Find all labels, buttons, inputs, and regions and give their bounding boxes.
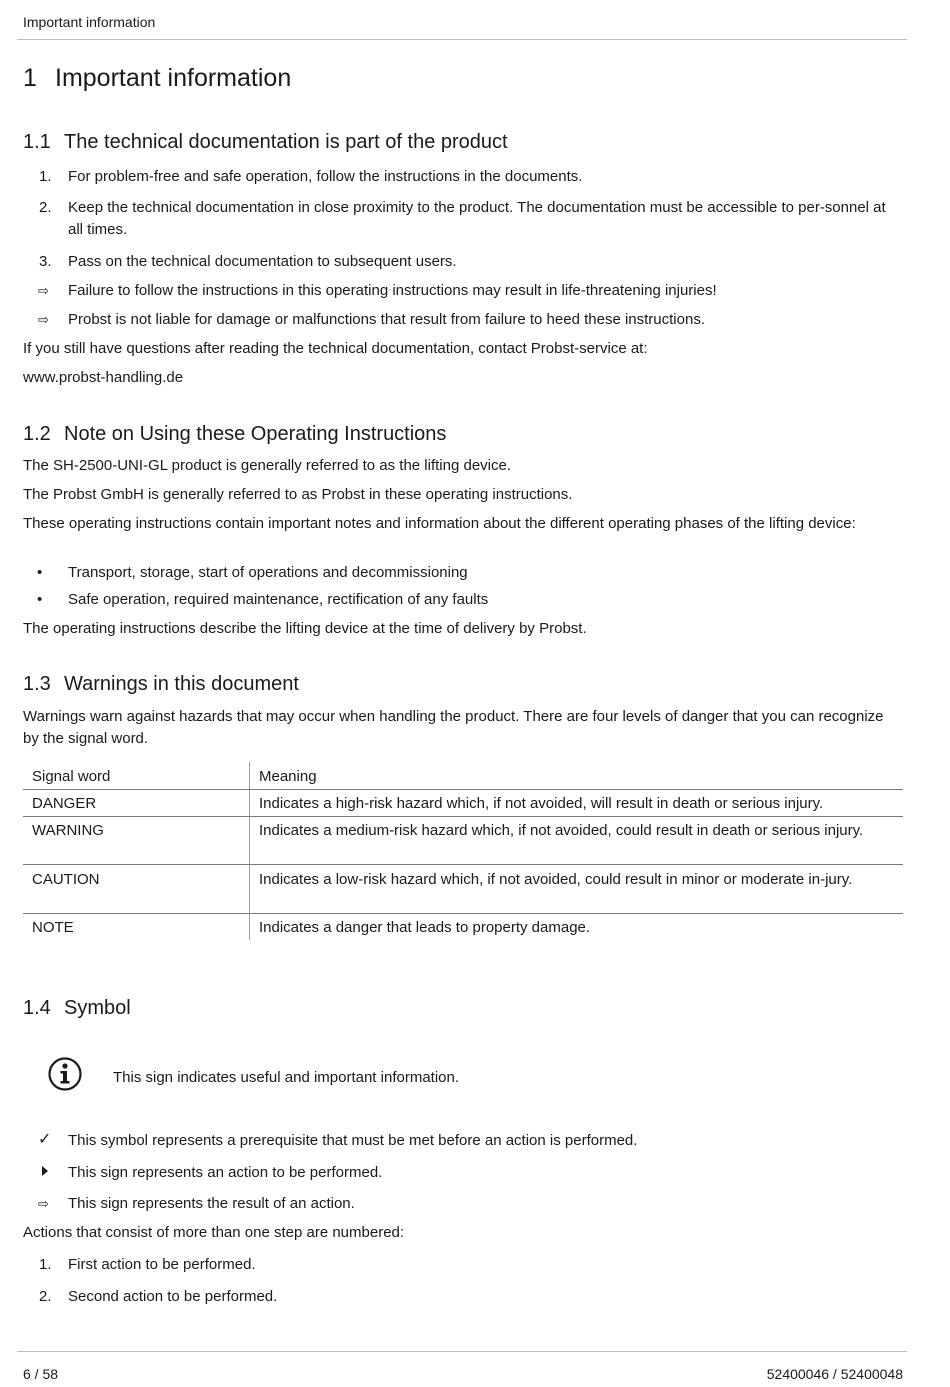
symbol-description: This sign represents the result of an action. <box>68 1195 355 1212</box>
section-heading-1-3 <box>23 673 299 696</box>
chapter-title: Important information <box>55 64 292 92</box>
bullet-icon: • <box>37 591 43 608</box>
section-number: 1.1 <box>23 131 51 153</box>
step-number: 1. <box>39 168 52 185</box>
section-title: The technical documentation is part of the product <box>64 131 508 153</box>
table-cell-word: NOTE <box>32 919 74 936</box>
section-title: Warnings in this document <box>64 673 299 695</box>
table-header-signal-word: Signal word <box>32 768 111 785</box>
contact-paragraph: If you still have questions after reading the technical documentation, contact Probst-service at: <box>23 340 648 357</box>
table-cell-word: CAUTION <box>32 871 100 888</box>
bullet-icon: • <box>37 564 43 581</box>
checkmark-icon: ✓ <box>38 1131 52 1148</box>
step-text: For problem-free and safe operation, follow the instructions in the documents. <box>68 168 583 185</box>
bullet-text: Transport, storage, start of operations and decommissioning <box>68 564 468 581</box>
table-cell-word: DANGER <box>32 795 97 812</box>
section-heading-1-2 <box>23 423 446 446</box>
table-cell-meaning: Indicates a high-risk hazard which, if not avoided, will result in death or serious injury. <box>259 795 824 812</box>
chapter-number: 1 <box>23 64 37 92</box>
info-icon <box>48 1057 82 1091</box>
section-title: Note on Using these Operating Instructions <box>64 423 447 445</box>
section-heading-1-1 <box>23 131 508 154</box>
page-number: 6 / 58 <box>23 1366 59 1382</box>
step-number: 2. <box>39 1288 52 1305</box>
step-number: 1. <box>39 1256 52 1273</box>
table-rule <box>23 864 903 865</box>
section-number: 1.2 <box>23 423 51 445</box>
table-cell-meaning: Indicates a medium-risk hazard which, if not avoided, could result in death or serious injury. <box>259 822 864 839</box>
paragraph: The SH-2500-UNI-GL product is generally referred to as the lifting device. <box>23 457 512 474</box>
symbol-description: This sign represents an action to be performed. <box>68 1164 383 1181</box>
paragraph: Warnings warn against hazards that may occur when handling the product. There are four levels of danger that you can recognize by the signal word. <box>23 708 884 747</box>
table-cell-meaning: Indicates a danger that leads to property damage. <box>259 919 591 936</box>
section-title: Symbol <box>64 997 131 1019</box>
step-text: First action to be performed. <box>68 1256 256 1273</box>
paragraph: The Probst GmbH is generally referred to as Probst in these operating instructions. <box>23 486 573 503</box>
footer-rule <box>17 1351 907 1352</box>
bullet-text: Safe operation, required maintenance, rectification of any faults <box>68 591 489 608</box>
step-number: 3. <box>39 253 52 270</box>
step-text: Keep the technical documentation in close proximity to the product. The documentation must be accessible to per-sonnel at all times. <box>68 199 886 238</box>
info-note-text: This sign indicates useful and important information. <box>113 1069 460 1086</box>
step-number: 2. <box>39 199 52 216</box>
section-heading-1-4 <box>23 997 131 1020</box>
table-rule <box>23 816 903 817</box>
result-text: Probst is not liable for damage or malfunctions that result from failure to heed these instructions. <box>68 311 705 328</box>
table-header-meaning: Meaning <box>259 768 317 785</box>
symbol-description: This symbol represents a prerequisite that must be met before an action is performed. <box>68 1132 638 1149</box>
table-rule <box>23 789 903 790</box>
action-triangle-icon <box>42 1166 48 1176</box>
result-text: Failure to follow the instructions in this operating instructions may result in life-threatening injuries! <box>68 282 717 299</box>
paragraph: Actions that consist of more than one step are numbered: <box>23 1224 405 1241</box>
paragraph: The operating instructions describe the lifting device at the time of delivery by Probst. <box>23 620 587 637</box>
header-rule <box>17 39 907 40</box>
table-cell-word: WARNING <box>32 822 104 839</box>
step-text: Second action to be performed. <box>68 1288 278 1305</box>
result-arrow-icon: ⇨ <box>38 1196 49 1211</box>
running-header: Important information <box>23 14 156 30</box>
section-number: 1.3 <box>23 673 51 695</box>
step-text: Pass on the technical documentation to subsequent users. <box>68 253 457 270</box>
website-link[interactable]: www.probst-handling.de <box>23 369 184 386</box>
chapter-heading <box>23 64 291 93</box>
table-rule <box>23 913 903 914</box>
section-number: 1.4 <box>23 997 51 1019</box>
paragraph: These operating instructions contain important notes and information about the different operating phases of the lifting device: <box>23 515 856 532</box>
document-numbers: 52400046 / 52400048 <box>766 1366 903 1382</box>
table-cell-meaning: Indicates a low-risk hazard which, if not avoided, could result in minor or moderate in-jury. <box>259 871 853 888</box>
result-arrow-icon: ⇨ <box>38 283 49 298</box>
result-arrow-icon: ⇨ <box>38 312 49 327</box>
